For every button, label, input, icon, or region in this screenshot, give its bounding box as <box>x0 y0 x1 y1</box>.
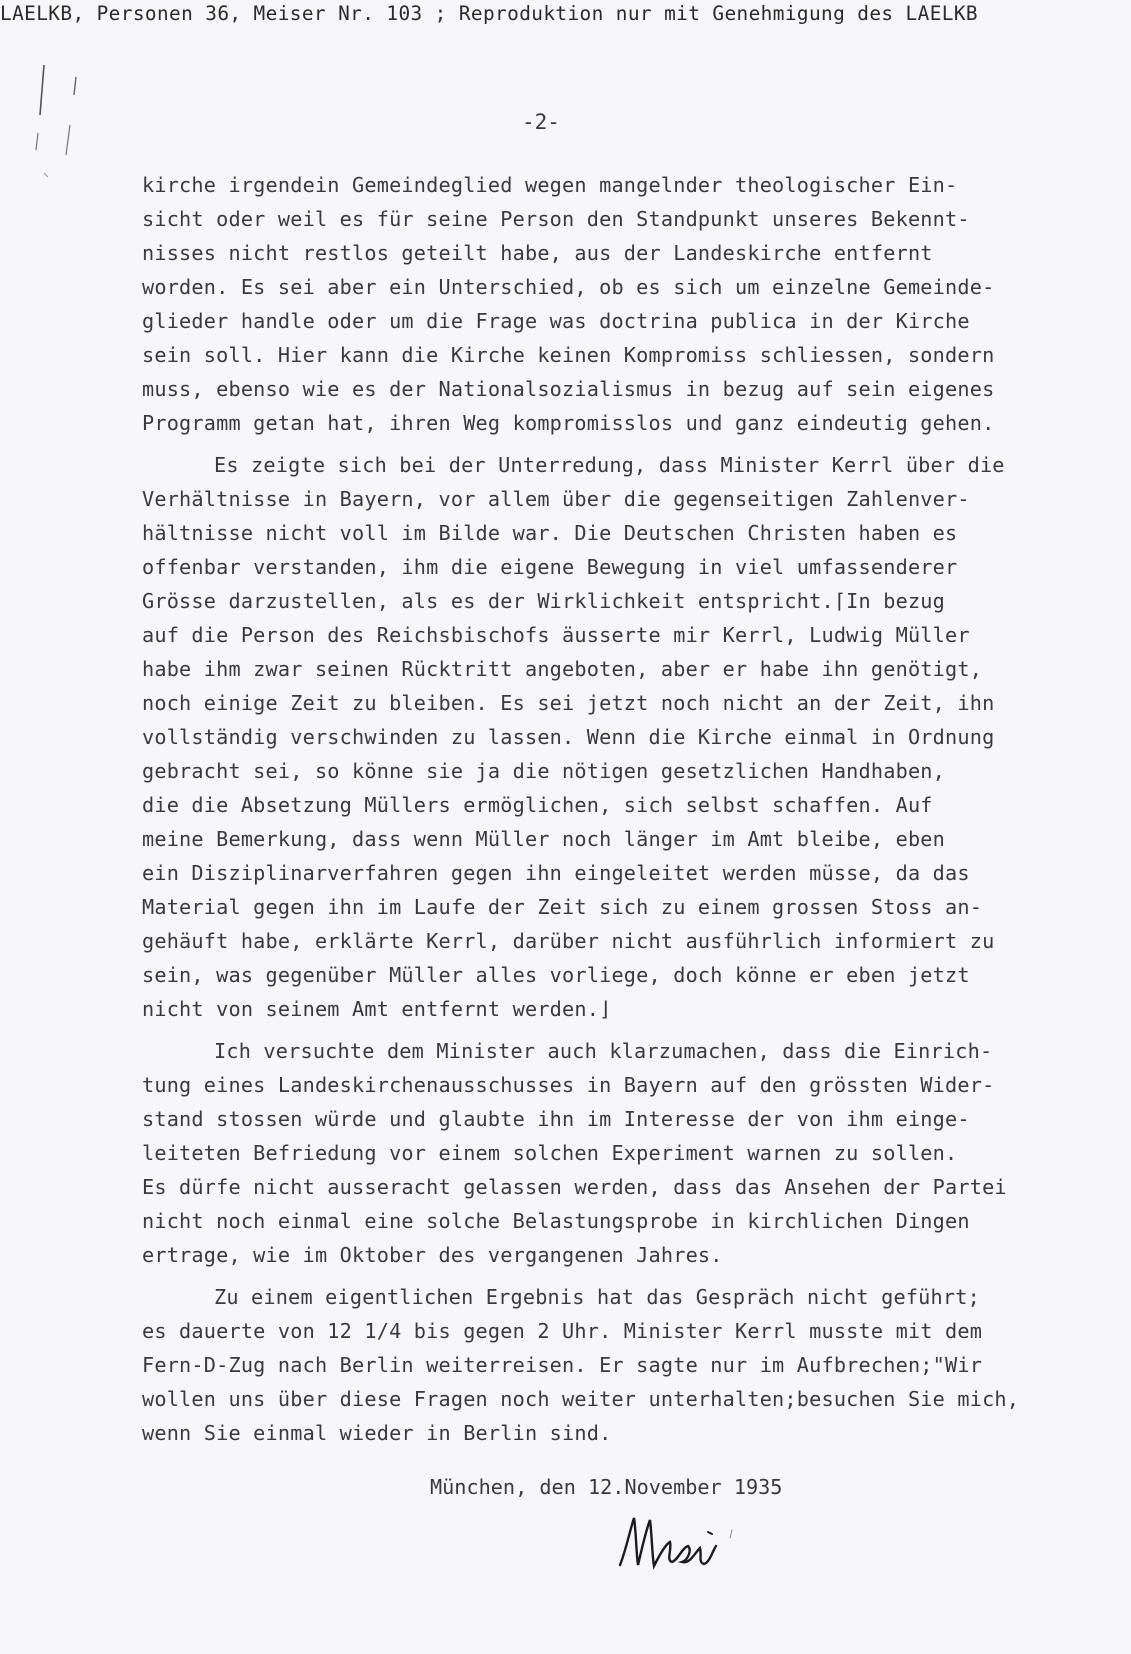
text-line: muss, ebenso wie es der Nationalsozialismus in bezug auf sein eigenes <box>142 377 995 401</box>
text-line: worden. Es sei aber ein Unterschied, ob es sich um einzelne Gemeinde- <box>142 275 995 299</box>
paragraph <box>142 448 1127 1026</box>
text-line: sicht oder weil es für seine Person den Standpunkt unseres Bekennt- <box>142 207 970 231</box>
paragraph <box>142 168 1127 440</box>
text-line: wenn Sie einmal wieder in Berlin sind. <box>142 1421 612 1445</box>
text-line: Es zeigte sich bei der Unterredung, dass Minister Kerrl über die <box>214 453 1005 477</box>
signature <box>612 1510 762 1580</box>
text-line: Fern-D-Zug nach Berlin weiterreisen. Er sagte nur im Aufbrechen;"Wir <box>142 1353 983 1377</box>
text-line: offenbar verstanden, ihm die eigene Bewegung in viel umfassenderer <box>142 555 958 579</box>
text-line: vollständig verschwinden zu lassen. Wenn die Kirche einmal in Ordnung <box>142 725 995 749</box>
text-line: Material gegen ihn im Laufe der Zeit sich zu einem grossen Stoss an- <box>142 895 983 919</box>
dateline: München, den 12.November 1935 <box>430 1475 783 1499</box>
text-line: Zu einem eigentlichen Ergebnis hat das Gespräch nicht geführt; <box>214 1285 980 1309</box>
text-line: die die Absetzung Müllers ermöglichen, sich selbst schaffen. Auf <box>142 793 933 817</box>
text-line: kirche irgendein Gemeindeglied wegen mangelnder theologischer Ein- <box>142 173 958 197</box>
text-line: noch einige Zeit zu bleiben. Es sei jetzt noch nicht an der Zeit, ihn <box>142 691 995 715</box>
paragraph <box>142 1034 1127 1272</box>
letter-body <box>142 168 1127 1458</box>
text-line: sein soll. Hier kann die Kirche keinen Kompromiss schliessen, sondern <box>142 343 995 367</box>
text-line: Verhältnisse in Bayern, vor allem über die gegenseitigen Zahlenver- <box>142 487 970 511</box>
handwritten-signature <box>612 1510 762 1580</box>
text-line: auf die Person des Reichsbischofs äusserte mir Kerrl, Ludwig Müller <box>142 623 970 647</box>
margin-pencil-marks <box>30 55 90 195</box>
text-line: ertrage, wie im Oktober des vergangenen Jahres. <box>142 1243 723 1267</box>
text-line: nicht noch einmal eine solche Belastungsprobe in kirchlichen Dingen <box>142 1209 970 1233</box>
text-line: ein Disziplinarverfahren gegen ihn eingeleitet werden müsse, da das <box>142 861 970 885</box>
text-line: sein, was gegenüber Müller alles vorliege, doch könne er eben jetzt <box>142 963 970 987</box>
text-line: nicht von seinem Amt entfernt werden.⌋ <box>142 997 612 1021</box>
text-line: wollen uns über diese Fragen noch weiter unterhalten;besuchen Sie mich, <box>142 1387 1020 1411</box>
text-line: hältnisse nicht voll im Bilde war. Die Deutschen Christen haben es <box>142 521 958 545</box>
text-line: Ich versuchte dem Minister auch klarzumachen, dass die Einrich- <box>214 1039 993 1063</box>
text-line: habe ihm zwar seinen Rücktritt angeboten, aber er habe ihn genötigt, <box>142 657 983 681</box>
text-line: meine Bemerkung, dass wenn Müller noch länger im Amt bleibe, eben <box>142 827 946 851</box>
text-line: leiteten Befriedung vor einem solchen Experiment warnen zu sollen. <box>142 1141 958 1165</box>
archive-watermark: LAELKB, Personen 36, Meiser Nr. 103 ; Reproduktion nur mit Genehmigung des LAELKB <box>0 2 979 25</box>
text-line: es dauerte von 12 1/4 bis gegen 2 Uhr. Minister Kerrl musste mit dem <box>142 1319 983 1343</box>
text-line: tung eines Landeskirchenausschusses in Bayern auf den grössten Wider- <box>142 1073 995 1097</box>
text-line: stand stossen würde und glaubte ihn im Interesse der von ihm einge- <box>142 1107 970 1131</box>
text-line: Es dürfe nicht ausseracht gelassen werden, dass das Ansehen der Partei <box>142 1175 1007 1199</box>
text-line: Programm getan hat, ihren Weg kompromisslos und ganz eindeutig gehen. <box>142 411 995 435</box>
paragraph <box>142 1280 1127 1450</box>
text-line: gehäuft habe, erklärte Kerrl, darüber nicht ausführlich informiert zu <box>142 929 995 953</box>
text-line: glieder handle oder um die Frage was doctrina publica in der Kirche <box>142 309 970 333</box>
page-number: -2- <box>522 110 560 134</box>
text-line: nisses nicht restlos geteilt habe, aus der Landeskirche entfernt <box>142 241 933 265</box>
text-line: gebracht sei, so könne sie ja die nötigen gesetzlichen Handhaben, <box>142 759 946 783</box>
text-line: Grösse darzustellen, als es der Wirklichkeit entspricht.⌈In bezug <box>142 589 946 613</box>
